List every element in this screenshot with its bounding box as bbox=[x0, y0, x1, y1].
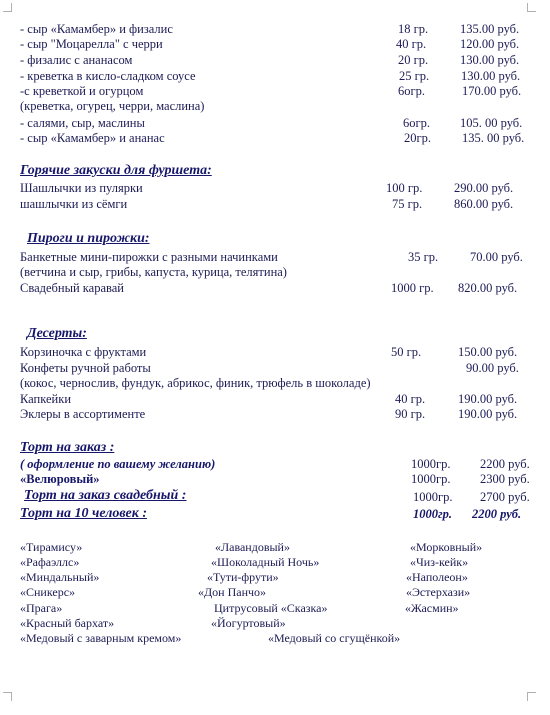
section-title: Пироги и пирожки: bbox=[27, 231, 150, 246]
item-name: «Велюровый» bbox=[20, 472, 100, 486]
section-title: Торт на заказ свадебный : bbox=[24, 488, 187, 503]
item-name: Эклеры в ассортименте bbox=[20, 407, 146, 421]
item-weight: 1000гр. bbox=[411, 457, 451, 471]
cake-name: «Дон Панчо» bbox=[198, 585, 267, 599]
item-weight: 18 гр. bbox=[398, 22, 429, 36]
cake-name: «Тути-фрути» bbox=[207, 570, 279, 584]
item-weight: 20гр. bbox=[404, 131, 432, 145]
item-price: 290.00 руб. bbox=[454, 181, 514, 195]
item-name: -с креветкой и огурцом bbox=[20, 84, 144, 98]
item-name: Банкетные мини-пирожки с разными начинками bbox=[20, 250, 278, 264]
item-weight: 40 гр. bbox=[396, 37, 427, 51]
section-title: Десерты: bbox=[27, 326, 87, 341]
item-price: 2700 руб. bbox=[480, 490, 530, 504]
item-price: 105. 00 руб. bbox=[460, 116, 523, 130]
item-weight: 35 гр. bbox=[408, 250, 439, 264]
cake-name: «Медовый со сгущёнкой» bbox=[268, 631, 401, 645]
page-corner-mark bbox=[3, 3, 12, 12]
cake-name: «Морковный» bbox=[410, 540, 483, 554]
item-weight: 75 гр. bbox=[392, 197, 423, 211]
item-name: - салями, сыр, маслины bbox=[20, 116, 145, 130]
item-price: 190.00 руб. bbox=[458, 392, 518, 406]
item-weight: 1000гр. bbox=[413, 490, 453, 504]
item-price: 130.00 руб. bbox=[460, 53, 520, 67]
item-weight: 1000 гр. bbox=[391, 281, 434, 295]
item-name: (кокос, чернослив, фундук, абрикос, финик, трюфель в шоколаде) bbox=[20, 376, 371, 390]
item-weight: 100 гр. bbox=[386, 181, 423, 195]
section-title: Торт на заказ : bbox=[20, 440, 115, 455]
item-weight: 6огр. bbox=[403, 116, 431, 130]
item-name: - креветка в кисло-сладком соусе bbox=[20, 69, 196, 83]
item-weight: 6огр. bbox=[398, 84, 426, 98]
cake-name: «Чиз-кейк» bbox=[410, 555, 469, 569]
item-price: 820.00 руб. bbox=[458, 281, 518, 295]
item-price: 135. 00 руб. bbox=[462, 131, 525, 145]
item-name: (креветка, огурец, черри, маслина) bbox=[20, 99, 205, 113]
item-price: 90.00 руб. bbox=[466, 361, 519, 375]
item-weight: 1000гр. bbox=[411, 472, 451, 486]
cake-name: «Красный бархат» bbox=[20, 616, 115, 630]
item-weight: 50 гр. bbox=[391, 345, 422, 359]
item-name: Шашлычки из пулярки bbox=[20, 181, 143, 195]
item-price: 2200 руб. bbox=[480, 457, 530, 471]
item-name: Конфеты ручной работы bbox=[20, 361, 151, 375]
item-price: 2200 руб. bbox=[472, 507, 522, 521]
item-name: (ветчина и сыр, грибы, капуста, курица, телятина) bbox=[20, 265, 287, 279]
page-corner-mark bbox=[527, 692, 536, 701]
item-weight: 1000гр. bbox=[413, 507, 452, 521]
cake-name: «Лавандовый» bbox=[215, 540, 290, 554]
item-weight: 90 гр. bbox=[395, 407, 426, 421]
item-weight: 20 гр. bbox=[398, 53, 429, 67]
item-name: Корзиночка с фруктами bbox=[20, 345, 147, 359]
page-corner-mark bbox=[527, 3, 536, 12]
item-price: 70.00 руб. bbox=[470, 250, 523, 264]
cake-name: Цитрусовый «Сказка» bbox=[214, 601, 328, 615]
cake-name: «Жасмин» bbox=[405, 601, 459, 615]
cake-name: «Йогуртовый» bbox=[211, 616, 286, 630]
cake-name: «Миндальный» bbox=[20, 570, 100, 584]
item-price: 135.00 руб. bbox=[460, 22, 520, 36]
cake-name: «Сникерс» bbox=[20, 585, 76, 599]
item-name: - физалис с ананасом bbox=[20, 53, 133, 67]
cake-name: «Тирамису» bbox=[20, 540, 83, 554]
cake-name: «Шоколадный Ночь» bbox=[211, 555, 320, 569]
item-name: - сыр «Камамбер» и физалис bbox=[20, 22, 173, 36]
item-price: 130.00 руб. bbox=[461, 69, 521, 83]
item-name: - сыр "Моцарелла" с черри bbox=[20, 37, 163, 51]
order-note-text: ( оформление по вашему желанию) bbox=[20, 457, 216, 471]
item-name: шашлычки из сёмги bbox=[20, 197, 128, 211]
item-price: 860.00 руб. bbox=[454, 197, 514, 211]
page-corner-mark bbox=[3, 692, 12, 701]
cake-name: «Рафаэллс» bbox=[20, 555, 80, 569]
section-title: Торт на 10 человек : bbox=[20, 506, 147, 521]
item-name: Свадебный каравай bbox=[20, 281, 124, 295]
item-price: 170.00 руб. bbox=[462, 84, 522, 98]
cake-name: «Эстерхази» bbox=[406, 585, 471, 599]
cake-name: «Прага» bbox=[20, 601, 63, 615]
item-weight: 40 гр. bbox=[395, 392, 426, 406]
section-title: Горячие закуски для фуршета: bbox=[20, 163, 212, 178]
item-weight: 25 гр. bbox=[399, 69, 430, 83]
item-price: 150.00 руб. bbox=[458, 345, 518, 359]
cake-name: «Медовый с заварным кремом» bbox=[20, 631, 182, 645]
cake-name: «Наполеон» bbox=[406, 570, 468, 584]
item-price: 2300 руб. bbox=[480, 472, 530, 486]
item-price: 120.00 руб. bbox=[460, 37, 520, 51]
item-name: - сыр «Камамбер» и ананас bbox=[20, 131, 165, 145]
item-name: Капкейки bbox=[20, 392, 72, 406]
item-price: 190.00 руб. bbox=[458, 407, 518, 421]
